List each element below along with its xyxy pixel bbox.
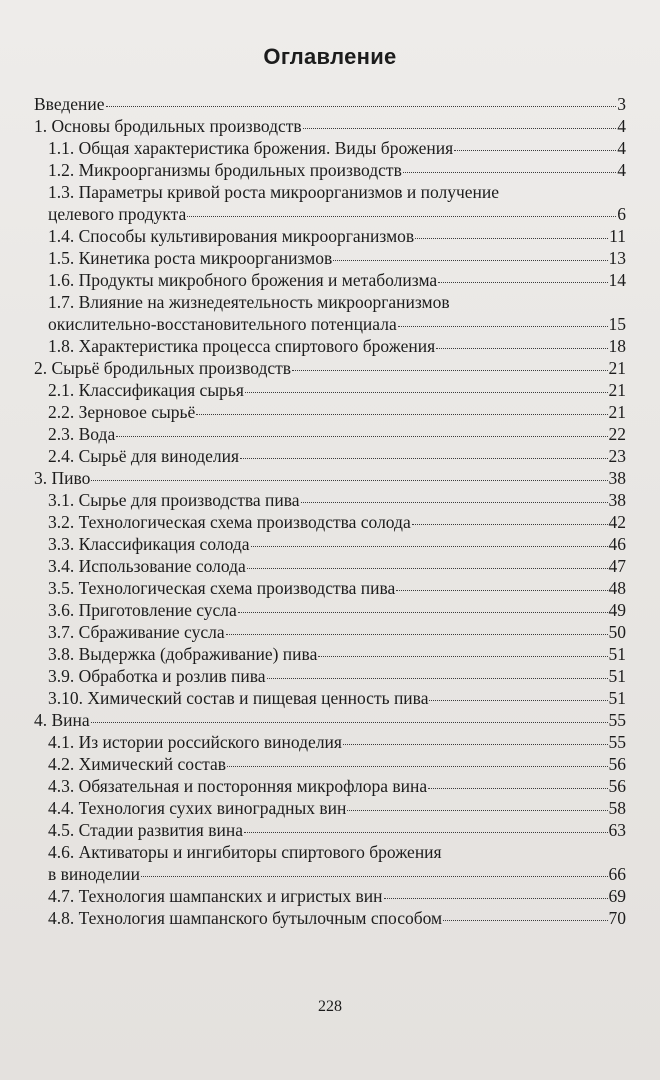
toc-entry-row (48, 137, 626, 159)
toc-entry-row (48, 313, 626, 335)
toc-entry-page: 69 (608, 886, 626, 906)
toc-entry-page: 18 (608, 336, 626, 356)
dot-leader (238, 611, 608, 613)
dot-leader (91, 479, 607, 481)
toc-entry (34, 731, 626, 753)
toc-entry-label: 1. Основы бродильных производств (34, 116, 302, 136)
toc-entry-page: 3 (617, 94, 626, 114)
dot-leader (436, 347, 607, 349)
toc-entry-page: 46 (608, 534, 626, 554)
toc-entry (34, 467, 626, 489)
toc-entry-label: 3.4. Использование солода (48, 556, 246, 576)
toc-entry-label: 4.2. Химический состав (48, 754, 227, 774)
toc-entry-label: 2.2. Зерновое сырьё (48, 402, 196, 422)
toc-entry-row (48, 775, 626, 797)
toc-entry-row (48, 335, 626, 357)
dot-leader (343, 743, 608, 745)
dot-leader (454, 149, 616, 151)
toc-entry (34, 489, 626, 511)
toc-entry-page: 21 (608, 380, 626, 400)
toc-entry (34, 775, 626, 797)
toc-entry-row (34, 709, 626, 731)
toc-entry-row (48, 885, 626, 907)
dot-leader (292, 369, 607, 371)
toc-entry-label: 2.1. Классификация сырья (48, 380, 244, 400)
dot-leader (384, 897, 608, 899)
toc-entry-label: 1.8. Характеристика процесса спиртового брожения (48, 336, 436, 356)
toc-entry-row (48, 379, 626, 401)
toc-entry-page: 14 (608, 270, 626, 290)
toc-entry-label: 2. Сырьё бродильных производств (34, 358, 292, 378)
toc-entry (34, 247, 626, 269)
toc-entry-page: 51 (608, 644, 626, 664)
dot-leader (267, 677, 608, 679)
dot-leader (245, 391, 608, 393)
toc-entry-page: 55 (608, 732, 626, 752)
toc-entry-label: 1.1. Общая характеристика брожения. Виды брожения (48, 138, 454, 158)
toc-entry-label: 1.4. Способы культивирования микроорганизмов (48, 226, 415, 246)
dot-leader (415, 237, 608, 239)
dot-leader (412, 523, 608, 525)
dot-leader (227, 765, 607, 767)
toc-entry-page: 4 (617, 138, 626, 158)
toc-entry-page: 11 (609, 226, 626, 246)
toc-entry-page: 56 (608, 754, 626, 774)
toc-entry-page: 55 (608, 710, 626, 730)
dot-leader (347, 809, 607, 811)
toc-entry-page: 15 (608, 314, 626, 334)
toc-entry-page: 51 (608, 666, 626, 686)
toc-entry-page: 70 (608, 908, 626, 928)
toc-entry-row (48, 665, 626, 687)
toc-entry-row (48, 819, 626, 841)
toc-entry-row (48, 423, 626, 445)
toc-entry-label: 3. Пиво (34, 468, 91, 488)
dot-leader (116, 435, 607, 437)
toc-entry-label: 4.3. Обязательная и посторонняя микрофлора вина (48, 776, 428, 796)
toc-entry-row (48, 863, 626, 885)
toc-entry-row (48, 203, 626, 225)
page-title: Оглавление (263, 44, 397, 69)
toc-entry (34, 665, 626, 687)
toc-entry-page: 4 (617, 116, 626, 136)
toc-entry-row (48, 225, 626, 247)
toc-entry-label: окислительно-восстановительного потенциала (48, 314, 397, 334)
toc-entry-page: 58 (608, 798, 626, 818)
toc-entry-label: 3.7. Сбраживание сусла (48, 622, 225, 642)
toc-entry-row (48, 489, 626, 511)
toc-entry (34, 379, 626, 401)
toc-entry-label: 3.5. Технологическая схема производства пива (48, 578, 396, 598)
toc-entry-row (48, 577, 626, 599)
toc-entry-page: 49 (608, 600, 626, 620)
toc-entry-label: 3.2. Технологическая схема производства солода (48, 512, 411, 532)
toc-entry (34, 797, 626, 819)
dot-leader (187, 215, 616, 217)
toc-entry-page: 50 (608, 622, 626, 642)
toc-entry-label: 4.8. Технология шампанского бутылочным способом (48, 908, 443, 928)
toc-entry (34, 115, 626, 137)
dot-leader (396, 589, 607, 591)
toc-entry-row (48, 621, 626, 643)
toc-entry (34, 709, 626, 731)
dot-leader (91, 721, 608, 723)
dot-leader (403, 171, 616, 173)
toc-entry (34, 357, 626, 379)
toc-entry-label-line1: 4.6. Активаторы и ингибиторы спиртового брожения (48, 842, 442, 862)
dot-leader (318, 655, 607, 657)
toc-entry (34, 423, 626, 445)
toc-entry-row (48, 401, 626, 423)
toc-entry (34, 291, 626, 335)
toc-entry-label: 1.6. Продукты микробного брожения и метаболизма (48, 270, 438, 290)
table-of-contents (34, 93, 626, 929)
toc-entry-label: Введение (34, 94, 105, 114)
toc-entry-page: 51 (608, 688, 626, 708)
toc-entry (34, 93, 626, 115)
toc-entry (34, 907, 626, 929)
dot-leader (247, 567, 608, 569)
toc-entry-label: 2.3. Вода (48, 424, 116, 444)
toc-entry-row (48, 731, 626, 753)
toc-entry-row (48, 555, 626, 577)
toc-entry-page: 23 (608, 446, 626, 466)
toc-entry-row (48, 533, 626, 555)
dot-leader (141, 875, 607, 877)
toc-entry-row (48, 687, 626, 709)
toc-entry-page: 48 (608, 578, 626, 598)
dot-leader (106, 105, 617, 107)
toc-entry (34, 577, 626, 599)
toc-entry-row (48, 643, 626, 665)
toc-entry (34, 753, 626, 775)
toc-entry-label: 2.4. Сырьё для виноделия (48, 446, 240, 466)
dot-leader (244, 831, 608, 833)
toc-entry-row (34, 467, 626, 489)
toc-entry-label: 3.1. Сырье для производства пива (48, 490, 300, 510)
toc-entry-label: 3.10. Химический состав и пищевая ценность пива (48, 688, 429, 708)
toc-entry-label-line1: 1.7. Влияние на жизнедеятельность микроорганизмов (48, 292, 450, 312)
dot-leader (443, 919, 607, 921)
toc-entry-page: 42 (608, 512, 626, 532)
toc-entry (34, 159, 626, 181)
dot-leader (226, 633, 608, 635)
toc-entry-page: 38 (608, 468, 626, 488)
toc-entry-row (48, 599, 626, 621)
toc-entry (34, 599, 626, 621)
toc-entry-row (48, 247, 626, 269)
toc-entry-row (34, 115, 626, 137)
toc-entry-row (48, 445, 626, 467)
toc-entry-label: 4.1. Из истории российского виноделия (48, 732, 342, 752)
toc-entry-label: 1.5. Кинетика роста микроорганизмов (48, 248, 333, 268)
toc-entry-page: 66 (608, 864, 626, 884)
toc-entry-label: 3.8. Выдержка (дображивание) пива (48, 644, 318, 664)
toc-entry-page: 21 (608, 358, 626, 378)
toc-entry-page: 38 (608, 490, 626, 510)
toc-entry (34, 401, 626, 423)
toc-entry (34, 687, 626, 709)
dot-leader (398, 325, 608, 327)
toc-entry-page: 63 (608, 820, 626, 840)
dot-leader (196, 413, 607, 415)
toc-entry-label: 4. Вина (34, 710, 90, 730)
toc-entry (34, 225, 626, 247)
toc-entry-page: 6 (617, 204, 626, 224)
toc-entry-label: 4.5. Стадии развития вина (48, 820, 243, 840)
toc-entry-label: 4.4. Технология сухих виноградных вин (48, 798, 347, 818)
toc-entry (34, 137, 626, 159)
toc-entry (34, 511, 626, 533)
dot-leader (429, 699, 607, 701)
toc-entry-page: 13 (608, 248, 626, 268)
dot-leader (438, 281, 607, 283)
toc-entry-page: 21 (608, 402, 626, 422)
toc-entry (34, 335, 626, 357)
toc-entry (34, 621, 626, 643)
toc-entry-row (48, 797, 626, 819)
toc-entry (34, 643, 626, 665)
toc-entry-page: 4 (617, 160, 626, 180)
toc-entry-row (34, 93, 626, 115)
toc-entry-row (48, 907, 626, 929)
dot-leader (301, 501, 608, 503)
toc-entry (34, 885, 626, 907)
toc-entry-row (34, 357, 626, 379)
dot-leader (333, 259, 607, 261)
dot-leader (240, 457, 607, 459)
toc-entry-page: 56 (608, 776, 626, 796)
toc-entry-label: 3.9. Обработка и розлив пива (48, 666, 266, 686)
dot-leader (251, 545, 608, 547)
toc-entry-label-line1: 1.3. Параметры кривой роста микроорганизмов и получение (48, 182, 500, 202)
toc-entry-page: 47 (608, 556, 626, 576)
toc-entry (34, 445, 626, 467)
toc-entry-row (48, 269, 626, 291)
toc-entry (34, 819, 626, 841)
dot-leader (303, 127, 617, 129)
toc-entry-label: 3.6. Приготовление сусла (48, 600, 237, 620)
toc-entry (34, 533, 626, 555)
toc-entry (34, 555, 626, 577)
toc-entry (34, 841, 626, 885)
toc-entry-label: 4.7. Технология шампанских и игристых вин (48, 886, 383, 906)
toc-entry-row (48, 159, 626, 181)
dot-leader (428, 787, 607, 789)
toc-entry-page: 22 (608, 424, 626, 444)
toc-entry-label: 3.3. Классификация солода (48, 534, 250, 554)
page-number: 228 (318, 998, 342, 1015)
toc-entry-label: в виноделии (48, 864, 141, 884)
toc-entry-row (48, 511, 626, 533)
toc-entry (34, 181, 626, 225)
toc-entry (34, 269, 626, 291)
toc-entry-row (48, 753, 626, 775)
toc-entry-label: 1.2. Микроорганизмы бродильных производств (48, 160, 402, 180)
toc-entry-label: целевого продукта (48, 204, 187, 224)
